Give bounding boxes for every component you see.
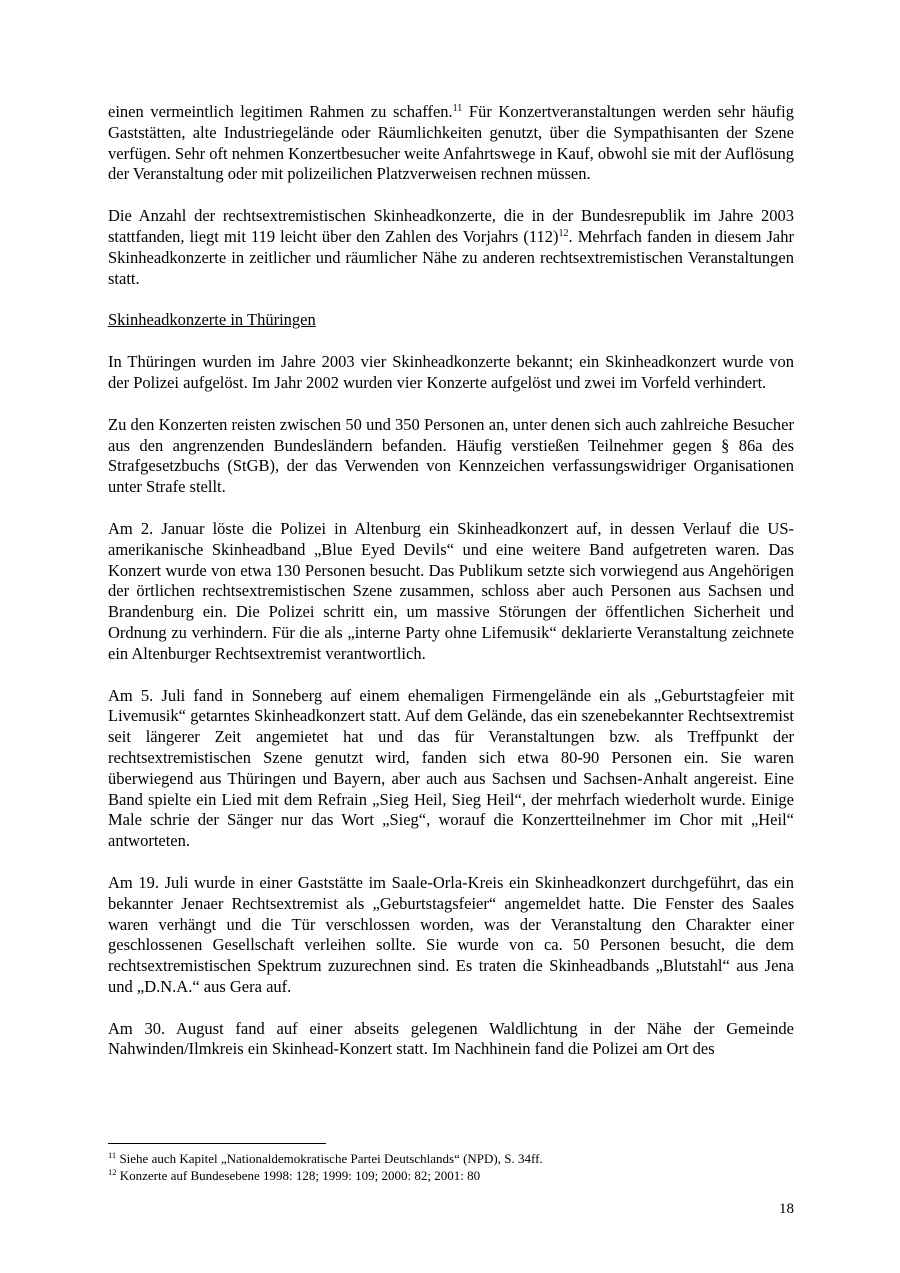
paragraph-sonneberg: Am 5. Juli fand in Sonneberg auf einem ehemaligen Firmengelände ein als „Geburtstagfeier mit Livemusik“ getarntes Skinheadkonzert statt. Auf dem Gelände, das ein szenebekannter Rechtsextremist seit längerer Zeit angemietet hat und das für Veranstaltungen bzw. als Treffpunkt der rechtsextremistischen Szene genutzt wird, fanden sich etwa 80-90 Personen ein. Sie waren überwiegend aus Thüringen und Bayern, aber auch aus Sachsen und Sachsen-Anhalt angereist. Eine Band spielte ein Lied mit dem Refrain „Sieg Heil, Sieg Heil“, der mehrfach wiederholt wurde. Einige Male schrie der Sänger nur das Wort „Sieg“, worauf die Konzertteilnehmer im Chor mit „Heil“ antworteten. [108,685,794,851]
paragraph-altenburg: Am 2. Januar löste die Polizei in Altenburg ein Skinheadkonzert auf, in dessen Verlauf die US-amerikanische Skinheadband „Blue Eyed Devils“ und eine weitere Band aufgetreten waren. Das Konzert wurde von etwa 130 Personen besucht. Das Publikum setzte sich vorwiegend aus Angehörigen der örtlichen rechtsextremistischen Szene zusammen, schloss aber auch Personen aus Sachsen und Brandenburg ein. Die Polizei schritt ein, um massive Störungen der öffentlichen Sicherheit und Ordnung zu verhindern. Für die als „interne Party ohne Lifemusik“ deklarierte Veranstaltung zeichnete ein Altenburger Rechtsextremist verantwortlich. [108,518,794,663]
paragraph-statistics [108,206,794,289]
section-heading: Skinheadkonzerte in Thüringen [108,310,316,330]
paragraph-text: einen vermeintlich legitimen Rahmen zu schaffen. [108,102,453,121]
paragraph-overview: In Thüringen wurden im Jahre 2003 vier Skinheadkonzerte bekannt; ein Skinheadkonzert wurde von der Polizei aufgelöst. Im Jahr 2002 wurden vier Konzerte aufgelöst und zwei im Vorfeld verhindert. [108,352,794,392]
footnote-divider [108,1143,326,1144]
footnote-text: Konzerte auf Bundesebene 1998: 128; 1999: 109; 2000: 82; 2001: 80 [116,1167,481,1183]
paragraph-text: Die Anzahl der rechtsextremistischen Skinheadkonzerte, die in der Bundesrepublik im Jahre 2003 stattfanden, liegt mit 119 leicht über den Zahlen des Vorjahrs (112) [108,206,794,246]
footnote-number: 11 [108,1150,117,1160]
paragraph-text: . Mehrfach fanden in diesem Jahr Skinheadkonzerte in zeitlicher und räumlicher Nähe zu anderen rechtsextremistischen Veranstaltungen statt. [108,226,794,288]
footnote-ref-11: 11 [452,103,463,114]
paragraph-text: Für Konzertveranstaltungen werden sehr häufig Gaststätten, alte Industriegelände oder Räumlichkeiten genutzt, über die Sympathisanten der Szene verfügen. Sehr oft nehmen Konzertbesucher weite Anfahrtswege in Kauf, obwohl sie mit der Auflösung der Veranstaltung oder mit polizeilichen Platzverweisen rechnen müssen. [108,102,794,184]
footnote-ref-12: 12 [558,227,569,239]
footnote-11 [108,1151,794,1168]
footnote-number: 12 [108,1166,117,1177]
page-number: 18 [779,1201,794,1217]
paragraph-nahwinden: Am 30. August fand auf einer abseits gelegenen Waldlichtung in der Nähe der Gemeinde Nahwinden/Ilmkreis ein Skinhead-Konzert statt. Im Nachhinein fand die Polizei am Ort des [108,1018,794,1059]
paragraph-attendance: Zu den Konzerten reisten zwischen 50 und 350 Personen an, unter denen sich auch zahlreiche Besucher aus den angrenzenden Bundesländern befanden. Häufig verstießen Teilnehmer gegen § 86a des Strafgesetzbuchs (StGB), der das Verwenden von Kennzeichen verfassungswidriger Organisationen unter Strafe stellt. [108,414,794,497]
main-text [108,102,794,1081]
paragraph-intro [108,102,794,185]
paragraph-saale-orla: Am 19. Juli wurde in einer Gaststätte im Saale-Orla-Kreis ein Skinheadkonzert durchgeführt, das ein bekannter Jenaer Rechtsextremist als „Geburtstagsfeier“ angemeldet hatte. Die Fenster des Saales waren verhängt und die Tür verschlossen worden, was der Veranstaltung den Charakter einer geschlossenen Gesellschaft verleihen sollte. Sie wurde von ca. 50 Personen besucht, die dem rechtsextremistischen Spektrum zuzurechnen sind. Es traten die Skinheadbands „Blutstahl“ aus Jena und „D.N.A.“ aus Gera auf. [108,872,794,996]
footnotes [108,1151,794,1184]
footnote-text: Siehe auch Kapitel „Nationaldemokratische Partei Deutschlands“ (NPD), S. 34ff. [116,1151,543,1166]
footnote-12 [108,1168,794,1185]
